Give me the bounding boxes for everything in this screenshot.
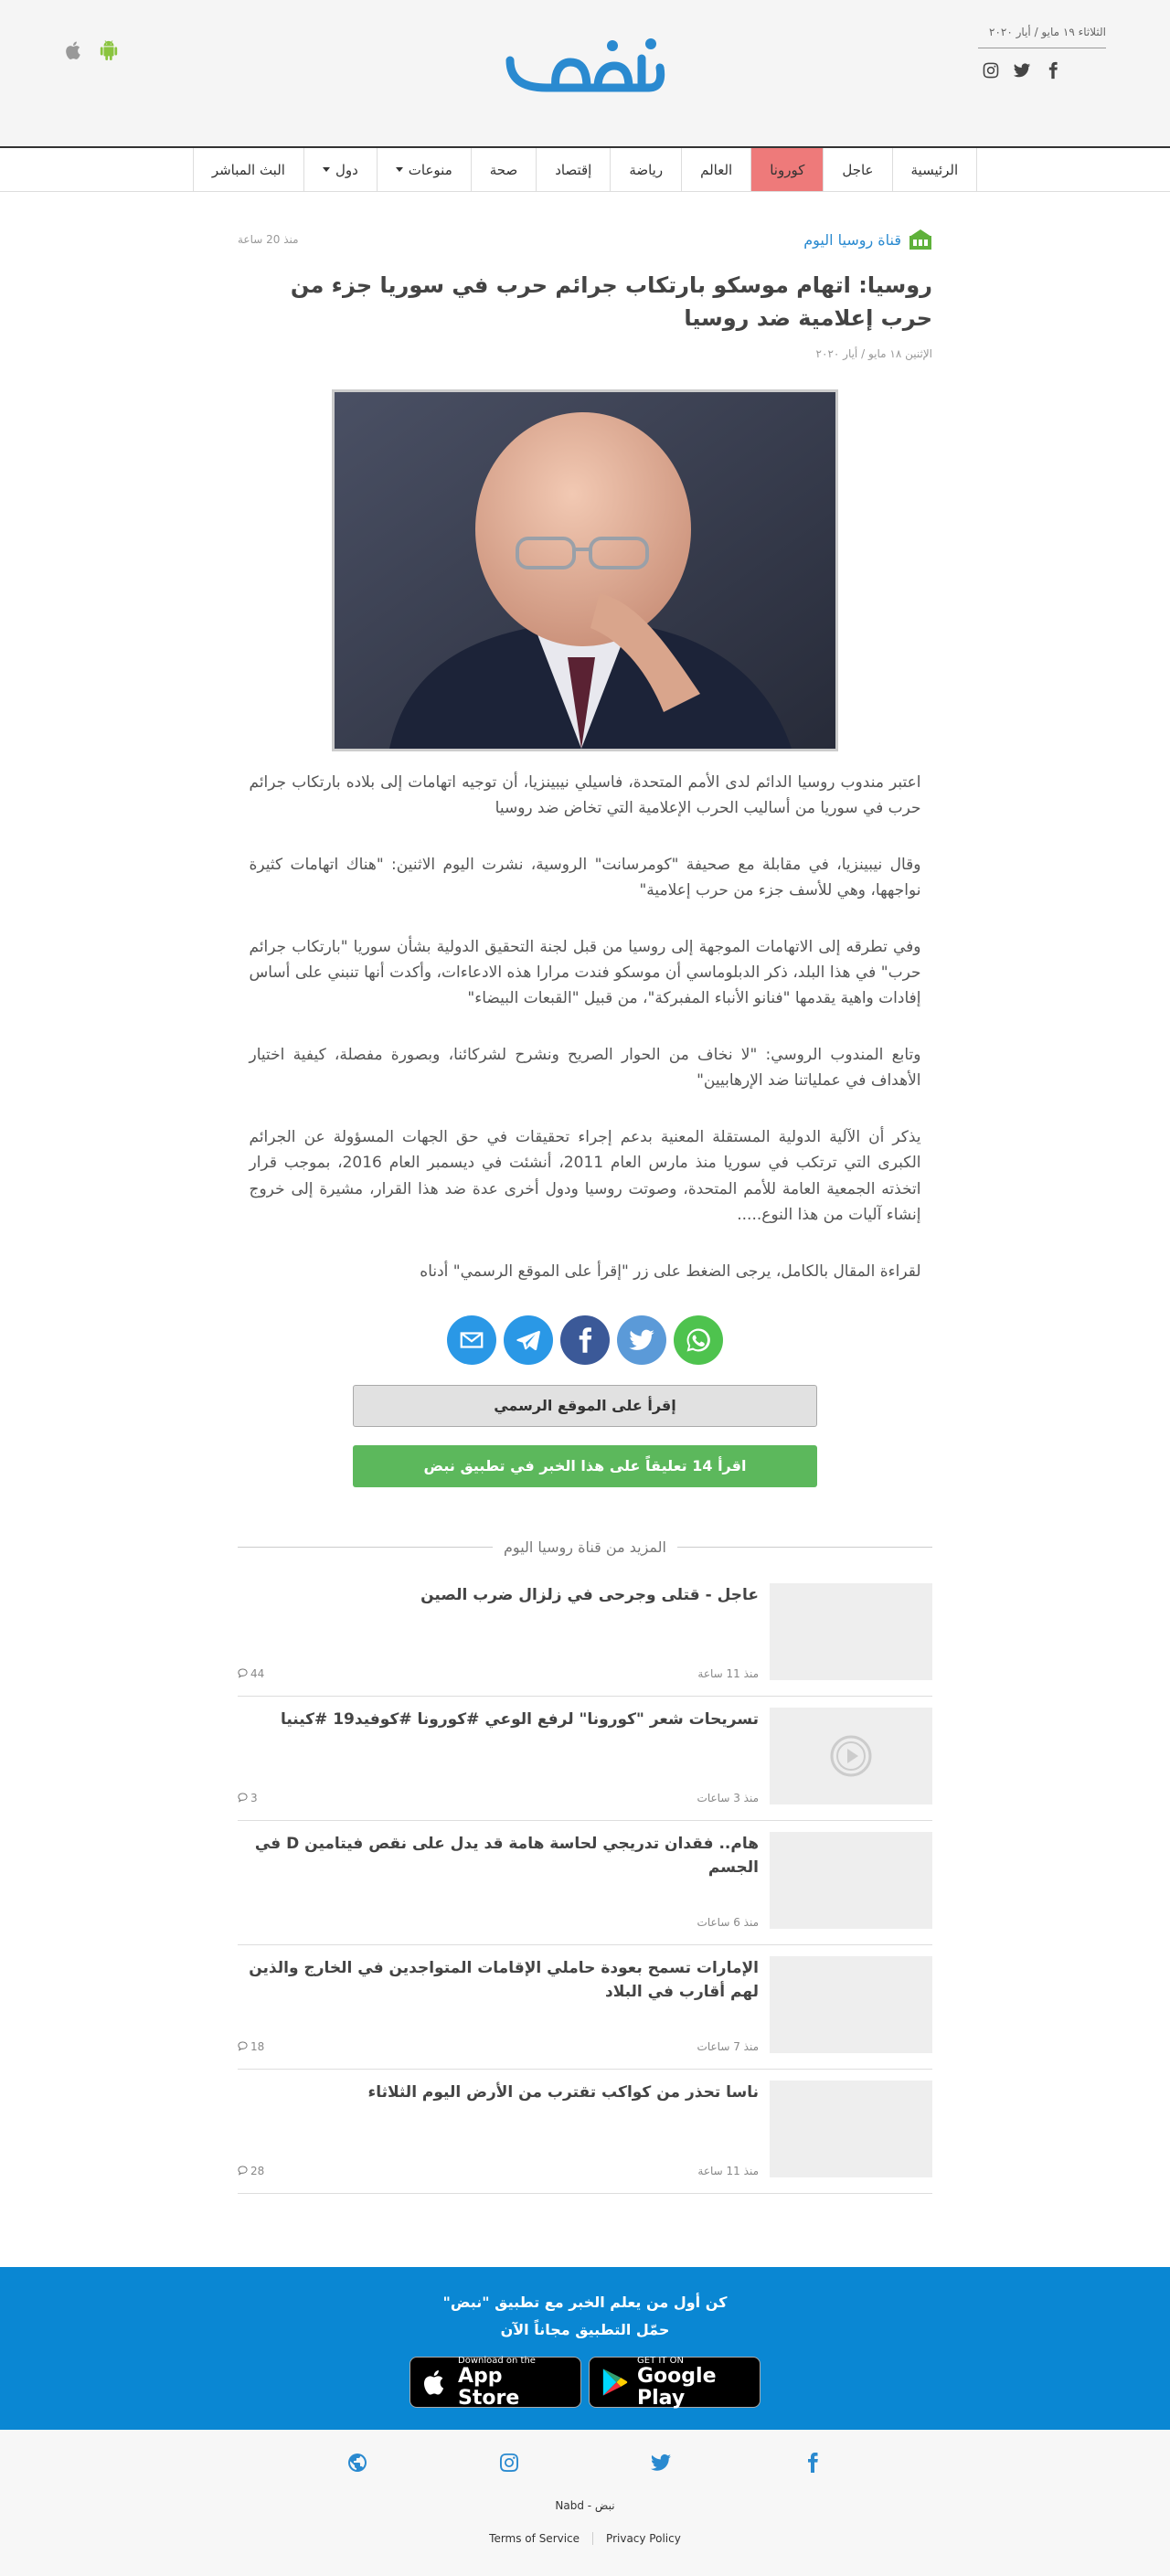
item-foot (238, 1792, 759, 1804)
instagram-icon[interactable] (498, 2452, 520, 2474)
nav-item-home[interactable]: الرئيسية (892, 148, 978, 191)
comment-count (238, 1792, 258, 1804)
item-time: منذ 11 ساعة (697, 2164, 759, 2177)
google-play-small: GET IT ON (637, 2355, 684, 2366)
item-title: هام.. فقدان تدريجي لحاسة هامة قد يدل على نقص فيتامين D في الجسم (254, 1834, 759, 1877)
item-time: منذ 11 ساعة (697, 1666, 759, 1680)
globe-icon[interactable] (346, 2452, 368, 2474)
comment-count-value: 44 (250, 1666, 265, 1680)
apple-icon[interactable] (64, 40, 84, 60)
item-foot (238, 1667, 759, 1680)
list-item[interactable] (238, 2070, 932, 2194)
nav-item-countries[interactable] (303, 148, 377, 191)
nav-item-misc-label: منوعات (408, 161, 452, 178)
article-paragraph: لقراءة المقال بالكامل، يرجى الضغط على زر "إقرأ على الموقع الرسمي" أدناه (420, 1261, 921, 1281)
item-time: منذ 7 ساعات (697, 2039, 759, 2053)
whatsapp-icon[interactable] (674, 1315, 723, 1365)
item-thumbnail (770, 1708, 932, 1804)
video-play-icon (829, 1734, 873, 1778)
item-foot (238, 2165, 759, 2177)
item-thumbnail (770, 1583, 932, 1680)
item-time: منذ 3 ساعات (697, 1791, 759, 1804)
article-paragraph: وقال نيبينزيا، في مقابلة مع صحيفة "كومرسانت" الروسية، نشرت اليوم الاثنين: "هناك اتهامات كثيرة نواجهها، وهي للأسف جزء من حرب إعلامية" (249, 856, 921, 900)
email-icon[interactable] (447, 1315, 496, 1365)
article-date: الإثنين ١٨ مايو / أيار ٢٠٢٠ (815, 347, 932, 360)
privacy-link[interactable]: Privacy Policy (592, 2532, 694, 2545)
instagram-icon[interactable] (982, 61, 1000, 80)
list-item[interactable] (238, 1572, 932, 1697)
footer-links (0, 2532, 1170, 2545)
android-icon[interactable] (99, 40, 119, 60)
article-paragraph: يذكر أن الآلية الدولية المستقلة المعنية بدعم إجراء تحقيقات في حق الجهات المسؤولة عن الجرائم الكبرى التي ترتكب في سوريا منذ مارس العام 2011، أنشئت في ديسمبر العام 2016، بموجب قرار اتخذته الجمعية العامة للأمم المتحدة، وصوتت روسيا ودول أخرى عدة ضد هذا القرار، مشيرة إلى خروج إنشاء آليات من هذا النوع..... (249, 1128, 921, 1224)
google-play-text (637, 2356, 749, 2410)
item-foot (238, 1916, 759, 1929)
twitter-icon[interactable] (650, 2452, 672, 2474)
item-info (238, 2081, 759, 2177)
list-item[interactable] (238, 1821, 932, 1945)
comment-icon (238, 2041, 248, 2051)
item-time: منذ 6 ساعات (697, 1915, 759, 1929)
chevron-down-icon (396, 167, 403, 172)
app-store-big: App Store (458, 2364, 520, 2410)
app-store-button[interactable] (410, 2357, 581, 2408)
article-paragraph: وتابع المندوب الروسي: "لا نخاف من الحوار الصريح ونشرح لشركائنا، وبصورة مفصلة، كيفية اختيار الأهداف في عملياتنا ضد الإرهابيين" (249, 1046, 921, 1091)
app-icons (64, 40, 119, 60)
twitter-icon[interactable] (617, 1315, 666, 1365)
comment-count (238, 1667, 264, 1680)
nav-item-countries-label: دول (335, 161, 358, 178)
top-header (0, 0, 1170, 146)
comment-count-value: 3 (250, 1791, 258, 1804)
article (238, 192, 932, 2194)
nav-item-corona[interactable]: كورونا (750, 148, 823, 191)
footer (0, 2430, 1170, 2576)
nav-item-economy[interactable]: إقتصاد (536, 148, 610, 191)
article-time-ago: منذ 20 ساعة (238, 233, 299, 246)
item-foot (238, 2040, 759, 2053)
store-buttons (0, 2357, 1170, 2408)
item-title: تسريحات شعر "كورونا" لرفع الوعي #كورونا #كوفيد19 #كينيا (280, 1709, 759, 1729)
app-promo (0, 2267, 1170, 2430)
telegram-icon[interactable] (504, 1315, 553, 1365)
promo-subline: حمّل التطبيق مجاناً الآن (500, 2321, 670, 2339)
nav-item-misc[interactable] (377, 148, 471, 191)
nav-item-urgent[interactable]: عاجل (823, 148, 891, 191)
nabd-logo[interactable] (503, 27, 667, 101)
share-buttons (238, 1315, 932, 1365)
apple-icon (421, 2367, 449, 2398)
comment-count (238, 2040, 264, 2053)
item-title: ناسا تحذر من كواكب تقترب من الأرض اليوم الثلاثاء (367, 2082, 759, 2102)
item-title: عاجل - قتلى وجرحى في زلزال ضرب الصين (420, 1585, 759, 1604)
read-comments-button[interactable]: اقرأ 14 تعليقاً على هذا الخبر في تطبيق نبض (353, 1445, 817, 1487)
google-play-button[interactable] (589, 2357, 760, 2408)
twitter-icon[interactable] (1013, 61, 1031, 80)
source-logo-icon (909, 229, 932, 250)
comment-count-value: 28 (250, 2164, 265, 2177)
more-heading (238, 1538, 932, 1556)
copyright: Nabd - نبض (555, 2498, 615, 2512)
item-info (238, 1956, 759, 2053)
facebook-icon[interactable] (1044, 61, 1062, 80)
date-box (978, 26, 1106, 80)
article-photo (332, 389, 838, 751)
chevron-down-icon (323, 167, 330, 172)
article-paragraph: اعتبر مندوب روسيا الدائم لدى الأمم المتحدة، فاسيلي نيبينزيا، أن توجيه اتهامات إلى بلاده بارتكاب جرائم حرب في سوريا من أساليب الحرب الإعلامية التي تخاض ضد روسيا (249, 773, 921, 818)
item-thumbnail (770, 1956, 932, 2053)
comment-icon (238, 2166, 248, 2176)
read-official-button[interactable]: إقرأ على الموقع الرسمي (353, 1385, 817, 1427)
nav-list (193, 148, 977, 191)
article-meta (238, 229, 932, 250)
item-thumbnail (770, 2081, 932, 2177)
google-play-icon (601, 2367, 628, 2398)
article-source-name: قناة روسيا اليوم (803, 230, 901, 249)
more-list (238, 1572, 932, 2194)
main-nav (0, 146, 1170, 192)
nav-item-world[interactable]: العالم (681, 148, 750, 191)
promo-headline: كن أول من يعلم الخبر مع تطبيق "نبض" (442, 2293, 728, 2311)
nav-item-live[interactable]: البث المباشر (193, 148, 303, 191)
article-title: روسيا: اتهام موسكو بارتكاب جرائم حرب في سوريا جزء من حرب إعلامية ضد روسيا (290, 272, 932, 331)
comment-icon (238, 1668, 248, 1678)
facebook-icon[interactable] (802, 2452, 824, 2474)
terms-link[interactable]: Terms of Service (489, 2531, 580, 2545)
item-info (238, 1708, 759, 1804)
list-item[interactable] (238, 1697, 932, 1821)
app-store-text (458, 2356, 569, 2410)
item-thumbnail (770, 1832, 932, 1929)
more-heading-text: المزيد من قناة روسيا اليوم (493, 1538, 677, 1556)
article-source[interactable] (803, 229, 932, 250)
comment-count-value: 18 (250, 2039, 265, 2053)
item-info (238, 1832, 759, 1929)
app-store-small: Download on the (458, 2355, 536, 2366)
facebook-icon[interactable] (560, 1315, 610, 1365)
article-paragraph: وفي تطرقه إلى الاتهامات الموجهة إلى روسيا من قبل لجنة التحقيق الدولية بشأن سوريا "بارتكاب جرائم حرب" في هذا البلد، ذكر الدبلوماسي أن موسكو فندت مرارا هذه الادعاءات، وأكدت أنها تنبني على أساس إفادات واهية يقدمها "فنانو الأنباء المفبركة"، من قبيل "القبعات البيضاء" (249, 938, 921, 1008)
nav-item-sports[interactable]: رياضة (610, 148, 681, 191)
comment-icon (238, 1793, 248, 1803)
list-item[interactable] (238, 1945, 932, 2070)
current-date: الثلاثاء ١٩ مايو / أيار ٢٠٢٠ (978, 26, 1106, 48)
item-title: الإمارات تسمح بعودة حاملي الإقامات المتواجدين في الخارج والذين لهم أقارب في البلاد (249, 1958, 759, 2001)
footer-social (0, 2452, 1170, 2474)
header-social (978, 48, 1106, 80)
nav-item-health[interactable]: صحة (471, 148, 536, 191)
article-body (250, 770, 921, 1284)
comment-count (238, 2165, 264, 2177)
google-play-big: Google Play (637, 2364, 717, 2410)
item-info (238, 1583, 759, 1680)
